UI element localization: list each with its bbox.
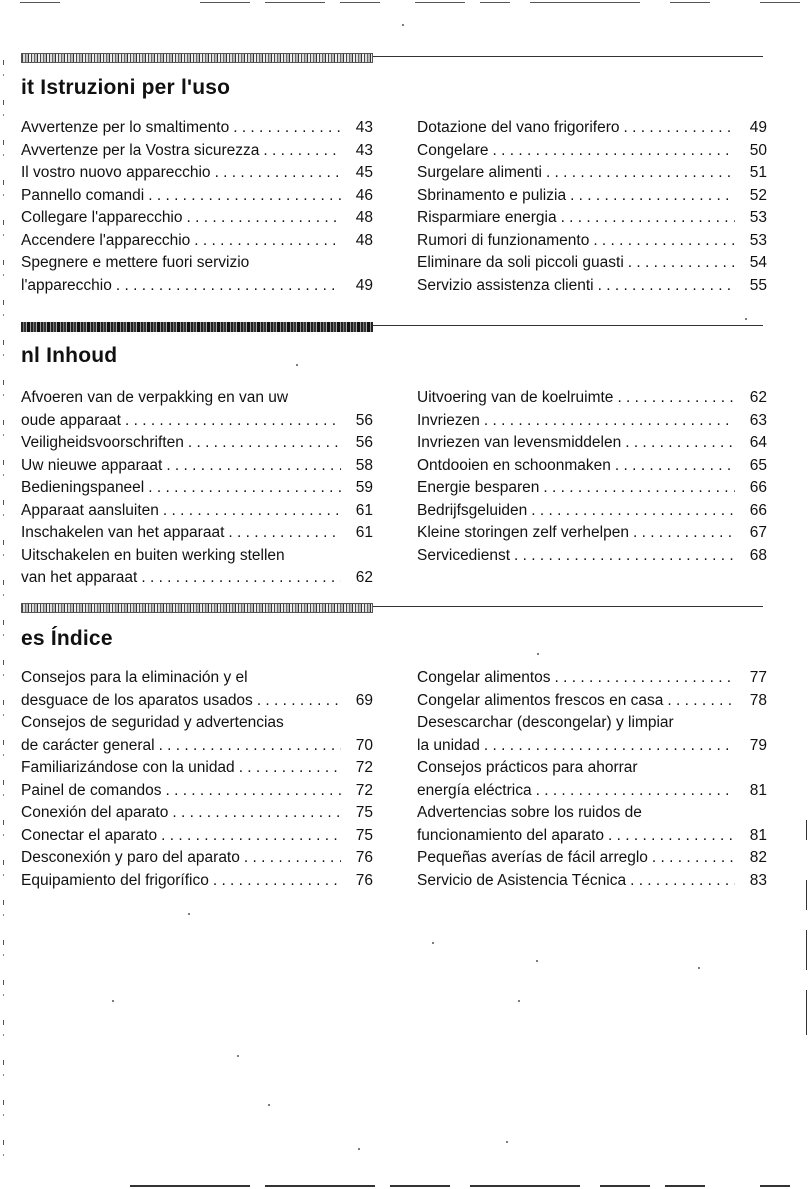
page-number: 75 bbox=[355, 804, 373, 821]
toc-entry bbox=[417, 432, 767, 455]
toc-entry bbox=[417, 275, 767, 298]
toc-entry-text: Servicio de Asistencia Técnica bbox=[417, 871, 627, 889]
toc-entry bbox=[21, 545, 373, 590]
toc-entry bbox=[417, 500, 767, 523]
toc-entry-row bbox=[21, 735, 373, 758]
toc-entry-row bbox=[417, 455, 767, 478]
toc-entry-row bbox=[417, 387, 767, 410]
page-number: 56 bbox=[355, 411, 373, 429]
toc-entry-row bbox=[21, 207, 373, 230]
page-number: 70 bbox=[355, 736, 373, 754]
toc-entry-text: Uw nieuwe apparaat bbox=[21, 456, 163, 474]
dot-leader bbox=[570, 185, 735, 208]
toc-entry-text: Il vostro nuovo apparecchio bbox=[21, 164, 211, 181]
page-number: 67 bbox=[749, 524, 767, 541]
toc-entry-row bbox=[21, 455, 373, 478]
toc-right-column bbox=[417, 667, 767, 892]
section-rule bbox=[373, 606, 763, 607]
dot-leader bbox=[623, 117, 735, 140]
toc-entry bbox=[21, 162, 373, 185]
dot-leader bbox=[244, 847, 341, 870]
dot-leader bbox=[163, 500, 341, 523]
dot-leader bbox=[172, 802, 341, 825]
dot-leader bbox=[233, 117, 341, 140]
toc-left-column bbox=[21, 387, 373, 590]
toc-entry bbox=[417, 410, 767, 433]
toc-entry-row bbox=[417, 667, 767, 690]
toc-entry bbox=[21, 757, 373, 780]
toc-entry-row bbox=[21, 410, 373, 433]
toc-entry-text: Eliminare da soli piccoli guasti bbox=[417, 254, 624, 271]
dot-leader bbox=[148, 477, 341, 500]
dot-leader bbox=[598, 275, 735, 298]
toc-entry-row bbox=[21, 567, 373, 590]
toc-entry-text: Kleine storingen zelf verhelpen bbox=[417, 524, 629, 541]
toc-entry-row bbox=[417, 500, 767, 523]
page-number: 79 bbox=[749, 736, 767, 754]
toc-entry-text: Congelare bbox=[417, 141, 489, 159]
toc-entry-title-line: Desescarchar (descongelar) y limpiar bbox=[417, 714, 674, 731]
language-code: es bbox=[21, 627, 45, 650]
top-edge-marks bbox=[0, 0, 809, 6]
toc-entry-text: Congelar alimentos bbox=[417, 669, 551, 686]
bottom-edge-marks bbox=[0, 1184, 809, 1188]
toc-entry-row bbox=[21, 847, 373, 870]
page-number: 58 bbox=[355, 456, 373, 474]
dot-leader bbox=[161, 825, 341, 848]
toc-entry bbox=[21, 455, 373, 478]
toc-entry bbox=[21, 825, 373, 848]
dot-leader bbox=[667, 690, 735, 713]
toc-entry-text: Painel de comandos bbox=[21, 781, 162, 799]
page-number: 62 bbox=[749, 389, 767, 406]
toc-entry-text: Inschakelen van het apparaat bbox=[21, 524, 225, 541]
page-number: 54 bbox=[749, 254, 767, 271]
toc-entry-row bbox=[417, 477, 767, 500]
page-number: 77 bbox=[749, 669, 767, 686]
toc-entry-text: Pannello comandi bbox=[21, 186, 145, 204]
dot-leader bbox=[633, 522, 735, 545]
toc-entry-title-line: Advertencias sobre los ruidos de bbox=[417, 804, 642, 821]
toc-entry-row bbox=[417, 432, 767, 455]
page-number: 82 bbox=[749, 849, 767, 866]
page-number: 51 bbox=[749, 164, 767, 181]
toc-entry-row bbox=[417, 410, 767, 433]
scan-speck bbox=[268, 1104, 270, 1106]
toc-entry-row bbox=[417, 230, 767, 253]
section-title: Índice bbox=[50, 627, 113, 650]
dot-leader bbox=[531, 500, 735, 523]
dot-leader bbox=[239, 757, 341, 780]
dot-leader bbox=[166, 455, 341, 478]
toc-entry bbox=[417, 667, 767, 690]
toc-entry-row bbox=[21, 825, 373, 848]
toc-entry bbox=[21, 500, 373, 523]
dot-leader bbox=[628, 252, 735, 275]
toc-entry bbox=[417, 712, 767, 757]
toc-entry-text: Accendere l'apparecchio bbox=[21, 231, 191, 249]
page-number: 61 bbox=[355, 524, 373, 541]
scan-speck bbox=[432, 942, 434, 944]
section-band bbox=[21, 322, 373, 332]
toc-entry bbox=[21, 140, 373, 163]
toc-entry-row bbox=[21, 162, 373, 185]
page-number: 49 bbox=[749, 119, 767, 136]
toc-entry-text: Risparmiare energia bbox=[417, 209, 557, 226]
toc-entry-text: energía eléctrica bbox=[417, 781, 532, 799]
toc-entry-text: Bedieningspaneel bbox=[21, 479, 145, 496]
dot-leader bbox=[484, 410, 735, 433]
dot-leader bbox=[484, 735, 735, 758]
dot-leader bbox=[194, 230, 341, 253]
language-code: it bbox=[21, 76, 35, 99]
page-number: 53 bbox=[749, 209, 767, 226]
toc-entry bbox=[417, 522, 767, 545]
toc-entry-row bbox=[417, 847, 767, 870]
toc-entry bbox=[417, 477, 767, 500]
toc-entry bbox=[417, 757, 767, 802]
page-number: 83 bbox=[749, 871, 767, 889]
page-number: 63 bbox=[749, 411, 767, 429]
toc-entry-row bbox=[21, 780, 373, 803]
toc-entry-row bbox=[21, 500, 373, 523]
section-rule bbox=[373, 325, 763, 326]
dot-leader bbox=[148, 185, 341, 208]
toc-entry-text: Equipamiento del frigorífico bbox=[21, 871, 209, 889]
toc-entry-text: Energie besparen bbox=[417, 479, 540, 496]
page-number: 43 bbox=[355, 141, 373, 159]
dot-leader bbox=[543, 477, 735, 500]
toc-entry-text: desguace de los aparatos usados bbox=[21, 691, 253, 709]
toc-entry-row bbox=[21, 185, 373, 208]
dot-leader bbox=[555, 667, 735, 690]
page-number: 59 bbox=[355, 479, 373, 496]
toc-entry-row bbox=[21, 522, 373, 545]
toc-entry-row bbox=[21, 432, 373, 455]
dot-leader bbox=[652, 847, 735, 870]
toc-entry-row bbox=[417, 252, 767, 275]
toc-entry-row bbox=[417, 825, 767, 848]
toc-entry-text: Pequeñas averías de fácil arreglo bbox=[417, 849, 648, 866]
dot-leader bbox=[493, 140, 735, 163]
page-number: 81 bbox=[749, 826, 767, 844]
dot-leader bbox=[536, 780, 735, 803]
section-band bbox=[21, 603, 373, 613]
toc-entry-text: Desconexión y paro del aparato bbox=[21, 849, 240, 866]
toc-entry-row bbox=[417, 162, 767, 185]
dot-leader bbox=[630, 870, 735, 893]
toc-entry bbox=[417, 847, 767, 870]
toc-entry-text: Apparaat aansluiten bbox=[21, 501, 159, 519]
page-number: 68 bbox=[749, 546, 767, 564]
toc-entry-row bbox=[417, 207, 767, 230]
toc-entry bbox=[417, 690, 767, 713]
page-number: 48 bbox=[355, 231, 373, 249]
toc-entry bbox=[417, 802, 767, 847]
toc-entry bbox=[417, 185, 767, 208]
toc-entry-row bbox=[21, 870, 373, 893]
toc-entry-row bbox=[417, 185, 767, 208]
toc-entry bbox=[21, 207, 373, 230]
page-number: 56 bbox=[355, 434, 373, 451]
toc-entry bbox=[21, 387, 373, 432]
toc-entry-text: Familiarizándose con la unidad bbox=[21, 759, 235, 776]
dot-leader bbox=[514, 545, 735, 568]
dot-leader bbox=[593, 230, 735, 253]
toc-entry bbox=[21, 712, 373, 757]
toc-left-column bbox=[21, 667, 373, 892]
toc-entry bbox=[417, 207, 767, 230]
toc-entry-row bbox=[21, 140, 373, 163]
page-number: 45 bbox=[355, 164, 373, 181]
page-number: 69 bbox=[355, 691, 373, 709]
toc-entry-title-line: Spegnere e mettere fuori servizio bbox=[21, 254, 250, 271]
toc-entry bbox=[21, 185, 373, 208]
toc-entry-text: Invriezen bbox=[417, 411, 480, 429]
page-number: 48 bbox=[355, 209, 373, 226]
toc-entry-row bbox=[21, 690, 373, 713]
dot-leader bbox=[125, 410, 341, 433]
toc-entry-text: de carácter general bbox=[21, 736, 155, 754]
toc-entry bbox=[21, 252, 373, 297]
toc-entry-text: van het apparaat bbox=[21, 569, 138, 586]
toc-entry bbox=[21, 477, 373, 500]
scan-speck bbox=[188, 913, 190, 915]
toc-entry-text: Rumori di funzionamento bbox=[417, 231, 590, 249]
toc-entry-row bbox=[21, 230, 373, 253]
section-heading bbox=[21, 627, 113, 651]
dot-leader bbox=[116, 275, 341, 298]
toc-entry-text: Bedrijfsgeluiden bbox=[417, 501, 528, 519]
page-number: 66 bbox=[749, 479, 767, 496]
scan-speck bbox=[237, 1055, 239, 1057]
toc-right-column bbox=[417, 387, 767, 567]
section-title: Inhoud bbox=[46, 344, 118, 367]
page-number: 75 bbox=[355, 826, 373, 844]
dot-leader bbox=[608, 825, 735, 848]
page-number: 53 bbox=[749, 231, 767, 249]
toc-entry-row bbox=[417, 780, 767, 803]
toc-entry bbox=[417, 140, 767, 163]
dot-leader bbox=[615, 455, 735, 478]
dot-leader bbox=[215, 162, 341, 185]
toc-entry-text: la unidad bbox=[417, 736, 480, 754]
toc-entry bbox=[417, 230, 767, 253]
page-number: 49 bbox=[355, 276, 373, 294]
dot-leader bbox=[263, 140, 341, 163]
section-rule bbox=[373, 56, 763, 57]
page-number: 78 bbox=[749, 691, 767, 709]
toc-entry-title-line: Consejos para la eliminación y el bbox=[21, 669, 248, 686]
toc-entry-row bbox=[21, 477, 373, 500]
scan-speck bbox=[506, 1141, 508, 1143]
scan-speck bbox=[745, 318, 747, 320]
scan-speck bbox=[518, 1000, 520, 1002]
toc-entry-text: funcionamiento del aparato bbox=[417, 826, 604, 844]
toc-entry-row bbox=[417, 545, 767, 568]
page-number: 64 bbox=[749, 434, 767, 451]
toc-entry bbox=[21, 780, 373, 803]
toc-entry bbox=[417, 117, 767, 140]
section-title: Istruzioni per l'uso bbox=[40, 76, 231, 99]
toc-entry bbox=[417, 387, 767, 410]
toc-entry-text: Collegare l'apparecchio bbox=[21, 209, 183, 226]
page-number: 72 bbox=[355, 781, 373, 799]
dot-leader bbox=[257, 690, 341, 713]
toc-entry bbox=[21, 802, 373, 825]
page-number: 50 bbox=[749, 141, 767, 159]
toc-entry-row bbox=[21, 117, 373, 140]
page-number: 72 bbox=[355, 759, 373, 776]
page-number: 61 bbox=[355, 501, 373, 519]
toc-entry-row bbox=[21, 802, 373, 825]
toc-entry-title-line: Consejos de seguridad y advertencias bbox=[21, 714, 284, 731]
page-number: 76 bbox=[355, 849, 373, 866]
toc-entry-text: Conexión del aparato bbox=[21, 804, 169, 821]
dot-leader bbox=[159, 735, 341, 758]
toc-entry bbox=[21, 870, 373, 893]
section-band bbox=[21, 53, 373, 63]
toc-entry-text: oude apparaat bbox=[21, 411, 121, 429]
dot-leader bbox=[228, 522, 341, 545]
page-number: 65 bbox=[749, 456, 767, 474]
toc-entry-row bbox=[21, 757, 373, 780]
scan-speck bbox=[296, 364, 298, 366]
page-number: 81 bbox=[749, 781, 767, 799]
toc-entry-text: Dotazione del vano frigorifero bbox=[417, 119, 620, 136]
page-number: 66 bbox=[749, 501, 767, 519]
page-number: 46 bbox=[355, 186, 373, 204]
dot-leader bbox=[165, 780, 341, 803]
toc-entry-text: Avvertenze per la Vostra sicurezza bbox=[21, 141, 260, 159]
toc-entry-text: Sbrinamento e pulizia bbox=[417, 186, 567, 204]
dot-leader bbox=[617, 387, 735, 410]
toc-entry-row bbox=[417, 275, 767, 298]
dot-leader bbox=[625, 432, 735, 455]
left-scan-edge bbox=[3, 60, 4, 1160]
toc-entry-text: Conectar el aparato bbox=[21, 826, 158, 844]
toc-entry-text: l'apparecchio bbox=[21, 276, 112, 294]
toc-entry bbox=[417, 870, 767, 893]
toc-entry-text: Avvertenze per lo smaltimento bbox=[21, 119, 230, 136]
toc-entry-row bbox=[417, 690, 767, 713]
toc-entry-text: Surgelare alimenti bbox=[417, 164, 542, 181]
section-heading bbox=[21, 344, 117, 368]
toc-entry-row bbox=[417, 735, 767, 758]
dot-leader bbox=[188, 432, 341, 455]
toc-entry bbox=[21, 230, 373, 253]
toc-right-column bbox=[417, 117, 767, 297]
scan-speck bbox=[537, 653, 539, 655]
toc-entry bbox=[417, 545, 767, 568]
toc-entry-row bbox=[21, 275, 373, 298]
page-number: 55 bbox=[749, 276, 767, 294]
scan-speck bbox=[536, 960, 538, 962]
toc-entry bbox=[21, 522, 373, 545]
page-number: 43 bbox=[355, 119, 373, 136]
language-code: nl bbox=[21, 344, 41, 367]
toc-entry-row bbox=[417, 522, 767, 545]
scan-speck bbox=[402, 24, 404, 26]
page-number: 52 bbox=[749, 186, 767, 204]
page-number: 76 bbox=[355, 871, 373, 889]
dot-leader bbox=[546, 162, 735, 185]
toc-entry-title-line: Afvoeren van de verpakking en van uw bbox=[21, 389, 289, 406]
toc-entry-row bbox=[417, 870, 767, 893]
toc-entry-text: Servicedienst bbox=[417, 546, 511, 564]
toc-entry bbox=[21, 432, 373, 455]
scan-speck bbox=[358, 1148, 360, 1150]
toc-entry bbox=[21, 667, 373, 712]
toc-entry-text: Ontdooien en schoonmaken bbox=[417, 456, 611, 474]
dot-leader bbox=[213, 870, 341, 893]
toc-entry-text: Invriezen van levensmiddelen bbox=[417, 434, 622, 451]
scan-speck bbox=[112, 1000, 114, 1002]
toc-entry bbox=[21, 117, 373, 140]
toc-entry bbox=[417, 252, 767, 275]
dot-leader bbox=[141, 567, 341, 590]
section-heading bbox=[21, 76, 230, 100]
toc-entry-text: Veiligheidsvoorschriften bbox=[21, 434, 184, 451]
toc-entry-text: Congelar alimentos frescos en casa bbox=[417, 691, 664, 709]
dot-leader bbox=[561, 207, 735, 230]
toc-entry-text: Uitvoering van de koelruimte bbox=[417, 389, 614, 406]
toc-entry bbox=[417, 162, 767, 185]
toc-entry-title-line: Consejos prácticos para ahorrar bbox=[417, 759, 638, 776]
toc-entry-text: Servizio assistenza clienti bbox=[417, 276, 594, 294]
toc-entry bbox=[417, 455, 767, 478]
toc-entry-row bbox=[417, 117, 767, 140]
toc-entry-row bbox=[417, 140, 767, 163]
scan-speck bbox=[698, 967, 700, 969]
dot-leader bbox=[187, 207, 341, 230]
page-number: 62 bbox=[355, 569, 373, 586]
toc-left-column bbox=[21, 117, 373, 297]
toc-entry bbox=[21, 847, 373, 870]
toc-entry-title-line: Uitschakelen en buiten werking stellen bbox=[21, 546, 285, 564]
